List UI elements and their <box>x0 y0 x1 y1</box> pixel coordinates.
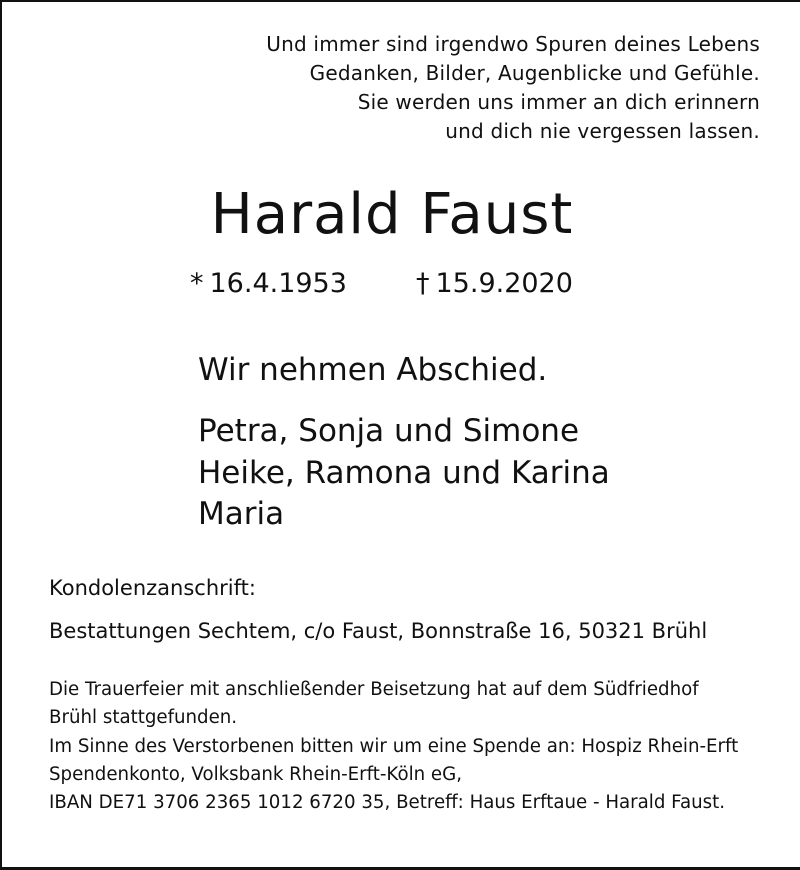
poem-line: Sie werden uns immer an dich erinnern <box>357 90 760 114</box>
notice-line: Spendenkonto, Volksbank Rhein-Erft-Köln eG, <box>49 763 462 785</box>
poem-line: und dich nie vergessen lassen. <box>445 119 760 143</box>
poem-line: Und immer sind irgendwo Spuren deines Lebens <box>266 32 760 56</box>
family-line: Petra, Sonja und Simone <box>198 413 580 449</box>
funeral-notice <box>49 676 738 817</box>
family-line: Maria <box>198 496 285 532</box>
notice-line: Die Trauerfeier mit anschließender Beisetzung hat auf dem Südfriedhof <box>49 679 699 700</box>
birth-date: 16.4.1953 <box>209 268 347 299</box>
condolence-label: Kondolenzanschrift: <box>49 576 256 600</box>
memorial-poem <box>266 30 760 146</box>
birth-date-group <box>190 266 347 302</box>
condolence-address: Bestattungen Sechtem, c/o Faust, Bonnstraße 16, 50321 Brühl <box>49 619 708 643</box>
death-cross-icon: † <box>416 268 430 299</box>
birth-star-icon: * <box>190 268 204 299</box>
death-date-group <box>416 266 573 302</box>
farewell-heading: Wir nehmen Abschied. <box>198 352 548 388</box>
death-date: 15.9.2020 <box>435 268 573 299</box>
notice-line: Brühl stattgefunden. <box>49 707 238 729</box>
notice-line: Im Sinne des Verstorbenen bitten wir um eine Spende an: Hospiz Rhein-Erft <box>49 735 739 757</box>
deceased-name: Harald Faust <box>210 182 574 247</box>
family-signatures <box>198 411 610 536</box>
family-line: Heike, Ramona und Karina <box>198 454 610 491</box>
poem-line: Gedanken, Bilder, Augenblicke und Gefühle. <box>309 61 760 85</box>
notice-line: IBAN DE71 3706 2365 1012 6720 35, Betreff: Haus Erftaue - Harald Faust. <box>49 792 726 814</box>
